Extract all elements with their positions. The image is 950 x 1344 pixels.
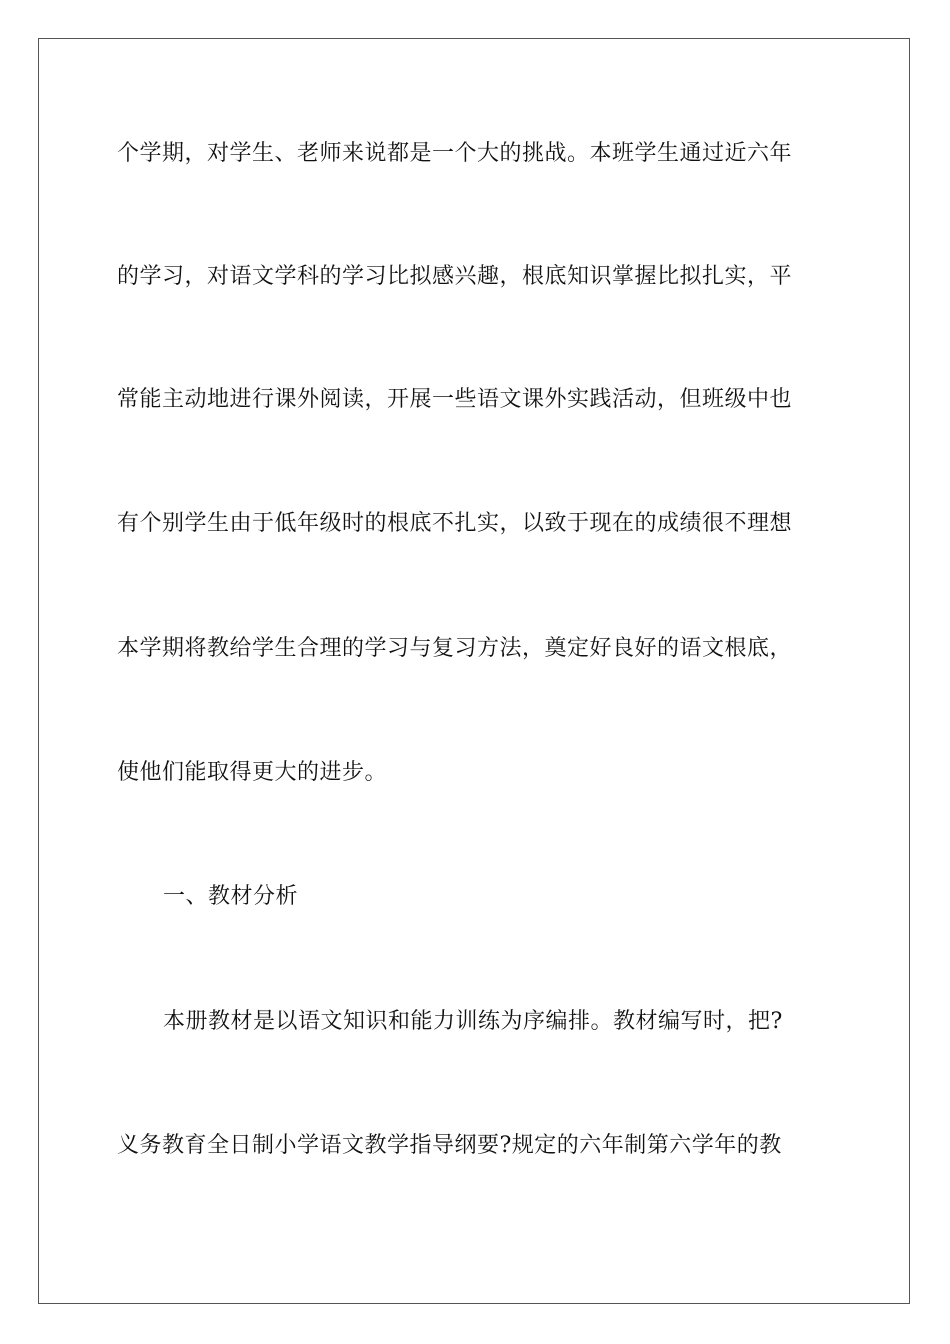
section-heading: 一、教材分析 [163,884,299,909]
paragraph-line-1: 个学期，对学生、老师来说都是一个大的挑战。本班学生通过近六年 [117,141,793,166]
paragraph-line-4: 有个别学生由于低年级时的根底不扎实，以致于现在的成绩很不理想 [117,511,793,536]
paragraph-line-5: 本学期将教给学生合理的学习与复习方法，奠定好良好的语文根底， [117,636,793,661]
paragraph-line-6: 使他们能取得更大的进步。 [117,760,388,785]
paragraph-line-3: 常能主动地进行课外阅读，开展一些语文课外实践活动，但班级中也 [117,387,793,412]
paragraph-line-2: 的学习，对语文学科的学习比拟感兴趣，根底知识掌握比拟扎实，平 [117,264,793,289]
section-paragraph-line-2: 义务教育全日制小学语文教学指导纲要?规定的六年制第六学年的教 [117,1133,782,1158]
section-paragraph-line-1: 本册教材是以语文知识和能力训练为序编排。教材编写时，把? [163,1009,783,1034]
page-border [38,38,910,1304]
